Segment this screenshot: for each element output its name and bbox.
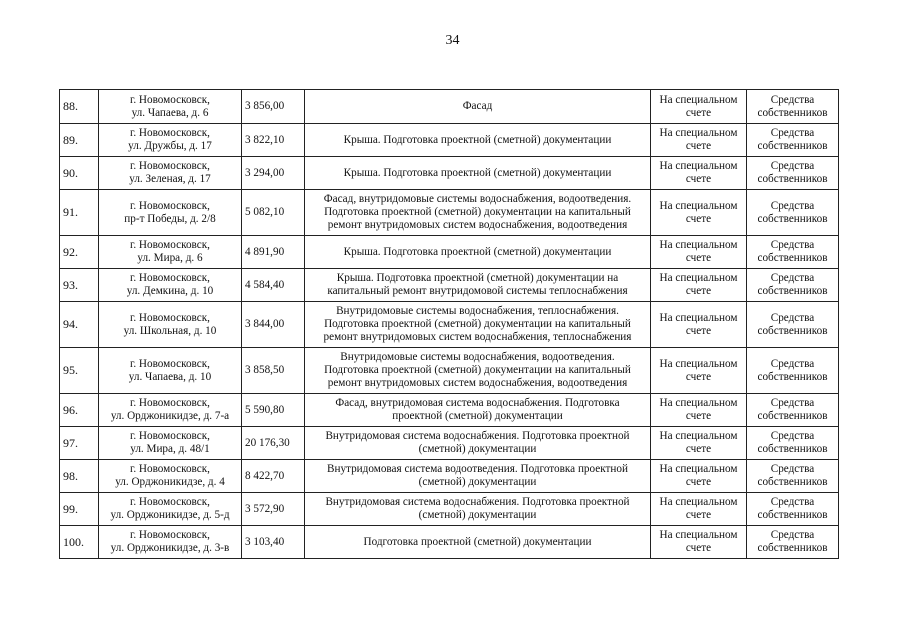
cell-line: Средства [770, 199, 815, 212]
address-street: ул. Школьная, д. 10 [123, 324, 217, 337]
address-cell [99, 460, 242, 493]
address-city: г. Новомосковск, [130, 239, 210, 251]
works-description-cell [305, 302, 651, 348]
funding-source-cell [747, 90, 839, 124]
funding-source-cell [747, 348, 839, 394]
cost-cell: 3 858,50 [242, 348, 305, 394]
cell-line: Крыша. Подготовка проектной (сметной) документации [343, 245, 612, 258]
table-row [60, 236, 839, 269]
address-cell [99, 269, 242, 302]
address-cell [99, 348, 242, 394]
cost-cell: 3 572,90 [242, 493, 305, 526]
account-type-cell [651, 90, 747, 124]
cost-cell: 3 294,00 [242, 157, 305, 190]
cell-line: ремонт внутридомовых систем водоснабжения, водоотведения [327, 377, 628, 389]
funding-source-cell [747, 394, 839, 427]
cell-line: счете [685, 370, 712, 383]
cell-line: Крыша. Подготовка проектной (сметной) документации [343, 133, 612, 146]
account-type-cell [651, 269, 747, 302]
address-cell [99, 493, 242, 526]
address-city: г. Новомосковск, [130, 93, 210, 106]
works-description-cell [305, 236, 651, 269]
account-type-cell [651, 460, 747, 493]
cell-line: Средства [770, 496, 815, 508]
cell-line: Внутридомовая система водоотведения. Подготовка проектной [327, 463, 628, 475]
cell-line: Фасад, внутридомовые системы водоснабжения, водоотведения. [323, 193, 632, 205]
cell-line: собственников [757, 542, 828, 554]
cell-line: ремонт внутридомовых систем водоснабжения, водоотведения [327, 219, 628, 231]
funding-source-cell [747, 269, 839, 302]
row-number-cell: 88. [60, 90, 99, 124]
funding-source-cell [747, 236, 839, 269]
cell-line: На специальном [659, 127, 738, 139]
table-row [60, 302, 839, 348]
works-description-cell [305, 526, 651, 559]
account-type-cell [651, 302, 747, 348]
cell-line: Внутридомовая система водоснабжения. Подготовка проектной [325, 430, 630, 442]
cell-line: (сметной) документации [418, 443, 537, 455]
cell-line: собственников [757, 212, 828, 225]
cost-cell: 5 082,10 [242, 190, 305, 236]
address-cell [99, 157, 242, 190]
works-description-cell [305, 124, 651, 157]
address-city: г. Новомосковск, [130, 127, 210, 139]
works-description-cell [305, 90, 651, 124]
table-row [60, 124, 839, 157]
works-description-cell [305, 427, 651, 460]
cell-line: На специальном [659, 239, 738, 251]
cell-line: счете [685, 285, 712, 297]
cell-line: На специальном [659, 397, 738, 409]
row-number-cell: 95. [60, 348, 99, 394]
table-row [60, 157, 839, 190]
table-row [60, 526, 839, 559]
cell-line: Крыша. Подготовка проектной (сметной) документации [343, 166, 612, 179]
cell-line: счете [685, 140, 712, 152]
cell-line: счете [685, 443, 712, 455]
cell-line: Средства [770, 93, 815, 106]
cell-line: Внутридомовые системы водоснабжения, теплоснабжения. [336, 305, 619, 317]
cell-line: Средства [770, 430, 815, 442]
row-number-cell: 89. [60, 124, 99, 157]
address-street: пр-т Победы, д. 2/8 [124, 212, 216, 225]
cell-line: Средства [770, 127, 815, 139]
address-street: ул. Мира, д. 48/1 [130, 443, 210, 455]
cost-cell: 3 822,10 [242, 124, 305, 157]
cell-line: счете [685, 212, 712, 225]
row-number-cell: 99. [60, 493, 99, 526]
address-street: ул. Чапаева, д. 10 [128, 370, 212, 383]
cell-line: (сметной) документации [418, 509, 537, 521]
cell-line: На специальном [659, 199, 738, 212]
table-row [60, 190, 839, 236]
funding-source-cell [747, 124, 839, 157]
cell-line: счете [685, 509, 712, 521]
row-number-cell: 96. [60, 394, 99, 427]
page-number: 34 [445, 33, 460, 48]
funding-source-cell [747, 493, 839, 526]
address-cell [99, 90, 242, 124]
funding-source-cell [747, 190, 839, 236]
cell-line: собственников [757, 509, 828, 521]
account-type-cell [651, 157, 747, 190]
row-number-cell: 93. [60, 269, 99, 302]
cell-line: На специальном [659, 160, 738, 172]
row-number-cell: 92. [60, 236, 99, 269]
cell-line: На специальном [659, 357, 738, 370]
row-number-cell: 91. [60, 190, 99, 236]
address-street: ул. Орджоникидзе, д. 5-д [110, 509, 230, 521]
cell-line: собственников [757, 370, 828, 383]
address-city: г. Новомосковск, [130, 199, 210, 212]
cell-line: На специальном [659, 496, 738, 508]
cell-line: счете [685, 106, 712, 119]
cell-line: Подготовка проектной (сметной) документации на капитальный [324, 364, 631, 376]
table-row [60, 90, 839, 124]
cell-line: Средства [770, 529, 815, 541]
table-row [60, 460, 839, 493]
table-body [60, 90, 839, 559]
address-city: г. Новомосковск, [130, 357, 210, 370]
table-row [60, 427, 839, 460]
works-description-cell [305, 157, 651, 190]
address-city: г. Новомосковск, [130, 463, 210, 475]
cell-line: капитальный ремонт внутридомовой системы теплоснабжения [327, 285, 628, 297]
works-description-cell [305, 269, 651, 302]
cell-line: На специальном [659, 529, 738, 541]
cost-cell: 3 844,00 [242, 302, 305, 348]
cell-line: Фасад, внутридомовая система водоснабжения. Подготовка [335, 397, 620, 409]
address-city: г. Новомосковск, [130, 272, 210, 284]
funding-source-cell [747, 302, 839, 348]
cell-line: собственников [757, 324, 828, 337]
account-type-cell [651, 348, 747, 394]
address-street: ул. Демкина, д. 10 [126, 285, 214, 297]
table-row [60, 269, 839, 302]
cost-cell: 20 176,30 [242, 427, 305, 460]
cell-line: На специальном [659, 463, 738, 475]
works-description-cell [305, 460, 651, 493]
row-number-cell: 90. [60, 157, 99, 190]
account-type-cell [651, 526, 747, 559]
cell-line: Средства [770, 397, 815, 409]
cell-line: Внутридомовая система водоснабжения. Подготовка проектной [325, 496, 630, 508]
cost-cell: 3 103,40 [242, 526, 305, 559]
row-number-cell: 94. [60, 302, 99, 348]
cell-line: счете [685, 252, 712, 264]
cell-line: Средства [770, 311, 815, 324]
address-street: ул. Дружбы, д. 17 [128, 140, 212, 152]
row-number-cell: 97. [60, 427, 99, 460]
address-cell [99, 302, 242, 348]
cell-line: На специальном [659, 430, 738, 442]
works-description-cell [305, 493, 651, 526]
address-street: ул. Мира, д. 6 [137, 252, 203, 264]
address-city: г. Новомосковск, [130, 496, 210, 508]
cell-line: собственников [757, 106, 828, 119]
cell-line: собственников [757, 476, 828, 488]
works-description-cell [305, 394, 651, 427]
cost-cell: 5 590,80 [242, 394, 305, 427]
address-cell [99, 190, 242, 236]
cell-line: Подготовка проектной (сметной) документации на капитальный [324, 206, 631, 218]
address-cell [99, 526, 242, 559]
cell-line: (сметной) документации [418, 476, 537, 488]
cell-line: счете [685, 476, 712, 488]
cell-line: Средства [770, 160, 815, 172]
row-number-cell: 100. [60, 526, 99, 559]
address-cell [99, 124, 242, 157]
cell-line: На специальном [659, 93, 738, 106]
address-cell [99, 394, 242, 427]
account-type-cell [651, 394, 747, 427]
address-city: г. Новомосковск, [130, 311, 210, 324]
address-city: г. Новомосковск, [130, 160, 210, 172]
cell-line: счете [685, 324, 712, 337]
cell-line: Подготовка проектной (сметной) документации [363, 535, 592, 548]
cell-line: счете [685, 410, 712, 422]
row-number-cell: 98. [60, 460, 99, 493]
cell-line: Крыша. Подготовка проектной (сметной) документации на [336, 272, 619, 284]
cell-line: проектной (сметной) документации [392, 410, 563, 422]
account-type-cell [651, 190, 747, 236]
address-city: г. Новомосковск, [130, 397, 210, 409]
cell-line: счете [685, 542, 712, 554]
cost-cell: 3 856,00 [242, 90, 305, 124]
cell-line: собственников [757, 140, 828, 152]
cell-line: собственников [757, 410, 828, 422]
funding-source-cell [747, 427, 839, 460]
cell-line: Фасад [462, 100, 493, 112]
cell-line: Средства [770, 357, 815, 370]
cell-line: собственников [757, 252, 828, 264]
address-city: г. Новомосковск, [130, 430, 210, 442]
cost-cell: 4 891,90 [242, 236, 305, 269]
cell-line: счете [685, 173, 712, 185]
funding-source-cell [747, 526, 839, 559]
funding-source-cell [747, 460, 839, 493]
address-street: ул. Орджоникидзе, д. 7-а [110, 410, 230, 422]
cost-cell: 4 584,40 [242, 269, 305, 302]
works-description-cell [305, 190, 651, 236]
table-row [60, 493, 839, 526]
table-row [60, 394, 839, 427]
table-row [60, 348, 839, 394]
address-cell [99, 236, 242, 269]
cell-line: Средства [770, 239, 815, 251]
cell-line: На специальном [659, 272, 738, 284]
account-type-cell [651, 236, 747, 269]
cell-line: На специальном [659, 311, 738, 324]
account-type-cell [651, 124, 747, 157]
address-street: ул. Чапаева, д. 6 [131, 106, 209, 119]
address-cell [99, 427, 242, 460]
cell-line: собственников [757, 443, 828, 455]
address-street: ул. Орджоникидзе, д. 4 [115, 476, 225, 488]
cell-line: Средства [770, 463, 815, 475]
account-type-cell [651, 493, 747, 526]
address-street: ул. Орджоникидзе, д. 3-в [110, 542, 230, 554]
cell-line: ремонт внутридомовых систем водоснабжения, теплоснабжения [323, 331, 632, 343]
cell-line: Внутридомовые системы водоснабжения, водоотведения. [340, 351, 615, 363]
address-street: ул. Зеленая, д. 17 [129, 173, 211, 185]
cell-line: Подготовка проектной (сметной) документации на капитальный [324, 318, 631, 330]
cost-cell: 8 422,70 [242, 460, 305, 493]
repair-program-table [59, 89, 839, 559]
account-type-cell [651, 427, 747, 460]
address-city: г. Новомосковск, [130, 529, 210, 541]
funding-source-cell [747, 157, 839, 190]
cell-line: Средства [770, 272, 815, 284]
cell-line: собственников [757, 173, 828, 185]
cell-line: собственников [757, 285, 828, 297]
works-description-cell [305, 348, 651, 394]
